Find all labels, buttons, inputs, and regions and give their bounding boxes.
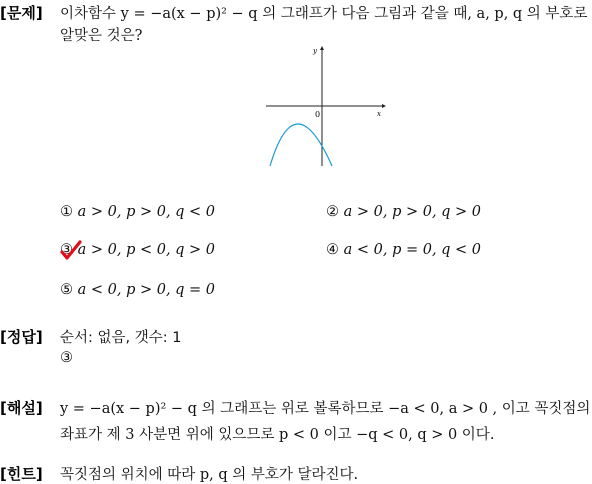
parabola-graph [262, 44, 386, 168]
choice-1[interactable] [60, 204, 215, 220]
choice-3-number: ③ [60, 242, 73, 258]
choice-3[interactable] [60, 242, 215, 258]
choice-3-text: a > 0, p < 0, q > 0 [77, 242, 216, 258]
explanation-line1: y = −a(x − p)² − q 의 그래프는 위로 볼록하므로 −a < 0, a > 0 , 이고 꼭짓점의 [60, 401, 591, 417]
x-axis-label: x [377, 110, 381, 118]
answer-label: [정답] [0, 328, 43, 346]
choice-4-text: a < 0, p = 0, q < 0 [343, 242, 482, 258]
answer-info: 순서: 없음, 갯수: 1 [60, 330, 182, 346]
choice-1-text: a > 0, p > 0, q < 0 [77, 204, 216, 220]
choice-1-number: ① [60, 204, 73, 220]
origin-label: 0 [315, 110, 321, 119]
choice-5-text: a < 0, p > 0, q = 0 [77, 282, 216, 298]
choice-5-number: ⑤ [60, 282, 73, 298]
hint-text: 꼭짓점의 위치에 따라 p, q 의 부호가 달라진다. [60, 467, 359, 483]
x-axis [266, 104, 386, 108]
answer-value: ③ [60, 350, 73, 366]
choice-4[interactable] [326, 242, 481, 258]
explanation-line2: 좌표가 제 3 사분면 위에 있으므로 p < 0 이고 −q < 0, q > 0 이다. [60, 427, 495, 443]
hint-label: [힌트] [0, 465, 43, 483]
choice-2-number: ② [326, 204, 339, 220]
parabola-curve [270, 124, 332, 166]
problem-label: [문제] [0, 4, 43, 22]
choice-5[interactable] [60, 282, 215, 298]
problem-text-line1: 이차함수 y = −a(x − p)² − q 의 그래프가 다음 그림과 같을 때, a, p, q 의 부호로 [60, 6, 588, 22]
problem-text-line2: 알맞은 것은? [60, 28, 143, 44]
check-mark-icon [60, 240, 82, 262]
y-axis-label: y [313, 47, 317, 55]
choice-4-number: ④ [326, 242, 339, 258]
choice-2[interactable] [326, 204, 481, 220]
explanation-label: [해설] [0, 399, 43, 417]
choice-2-text: a > 0, p > 0, q > 0 [343, 204, 482, 220]
